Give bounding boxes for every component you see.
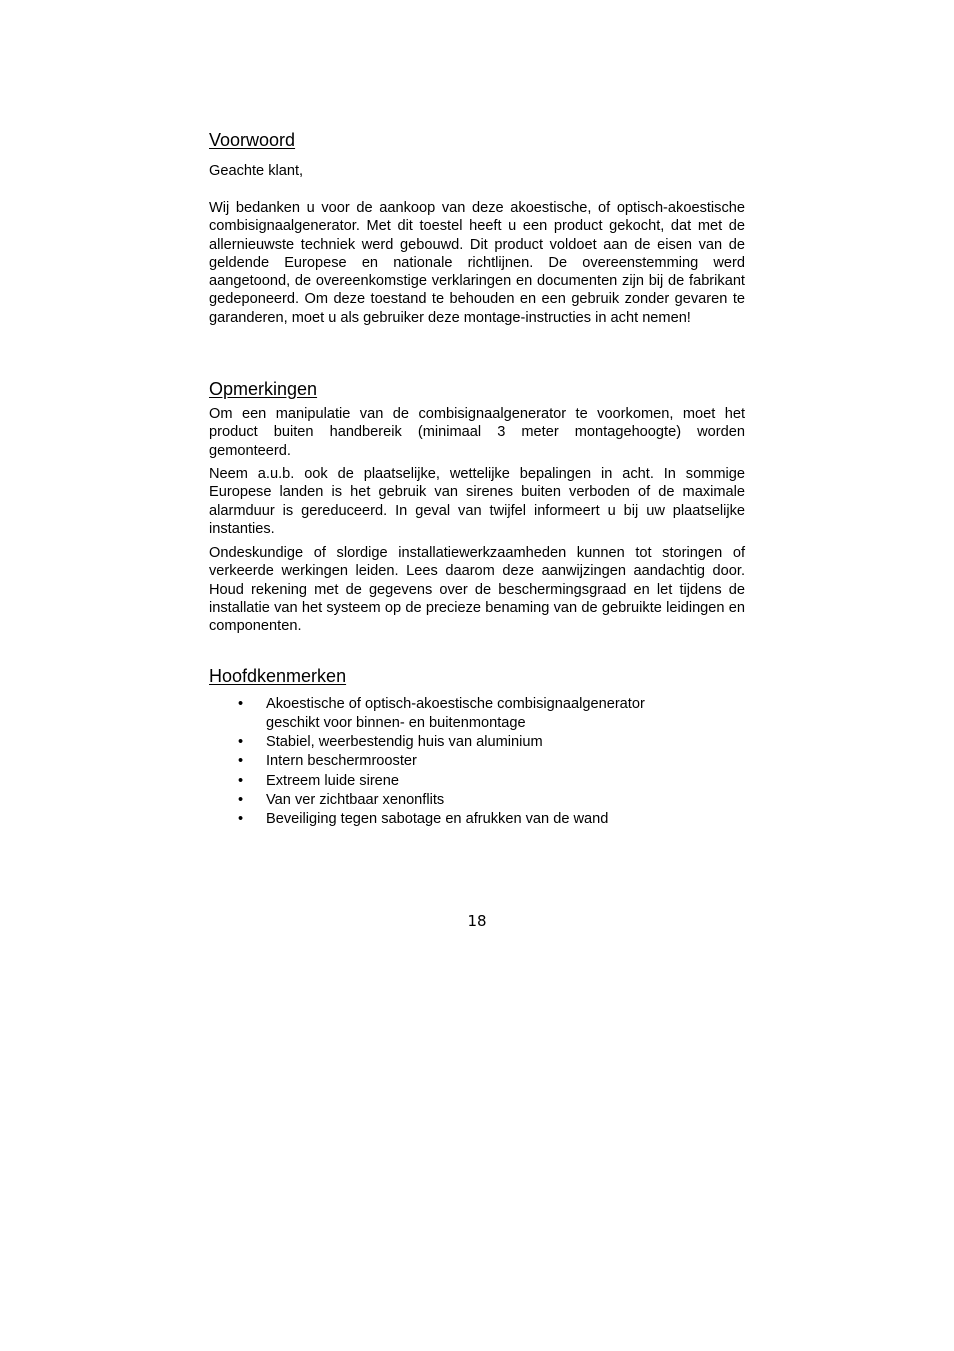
list-item-text: Intern beschermrooster (266, 753, 417, 770)
bullet-icon: • (238, 753, 244, 770)
list-item-text: Extreem luide sirene (266, 772, 400, 789)
bullet-icon: • (238, 772, 244, 789)
opmerkingen-paragraph-3: Ondeskundige of slordige installatiewerkzaamheden kunnen tot storingen of verkeerde werkingen leiden. Lees daarom deze aanwijzingen aandachtig door. Houd rekening met de gegevens over de beschermingsgraad en let tijdens de installatie van het systeem op de precieze benaming van de gebruikte leidingen en componenten. (209, 545, 745, 635)
bullet-icon: • (238, 734, 244, 750)
bullet-icon: • (238, 696, 244, 712)
list-item-text: Beveiliging tegen sabotage en afrukken van de wand (266, 811, 609, 828)
list-item (209, 695, 696, 732)
greeting: Geachte klant, (209, 163, 304, 179)
bullet-icon: • (238, 811, 244, 828)
list-item (209, 772, 696, 791)
voorwoord-body: Wij bedanken u voor de aankoop van deze akoestische, of optisch-akoestische combisignaalgenerator. Met dit toestel heeft u een product gekocht, dat met de allernieuwste techniek werd gebouwd. Dit product voldoet aan de eisen van de geldende Europese en nationale richtlijnen. De overeenstemming werd aangetoond, de overeenkomstige verklaringen en documenten zijn bij de fabrikant gedeponeerd. Om deze toestand te behouden en een gebruik zonder gevaren te garanderen, moet u als gebruiker deze montage-instructies in acht nemen! (209, 200, 745, 326)
list-item (209, 752, 696, 771)
page-number: 18 (467, 912, 487, 930)
list-item (209, 810, 696, 829)
heading-voorwoord: Voorwoord (209, 130, 296, 150)
list-item-text: Akoestische of optisch-akoestische combisignaalgenerator geschikt voor binnen- en buitenmontage (266, 696, 645, 731)
heading-hoofdkenmerken: Hoofdkenmerken (209, 666, 347, 686)
features-list (209, 695, 745, 829)
opmerkingen-paragraph-2: Neem a.u.b. ook de plaatselijke, wettelijke bepalingen in acht. In sommige Europese landen is het gebruik van sirenes buiten verboden of de maximale alarmduur is gereduceerd. In geval van twijfel informeert u bij uw plaatselijke instanties. (209, 466, 745, 537)
heading-opmerkingen: Opmerkingen (209, 379, 318, 399)
list-item-text: Stabiel, weerbestendig huis van aluminium (266, 734, 543, 750)
opmerkingen-paragraph-1: Om een manipulatie van de combisignaalgenerator te voorkomen, moet het product buiten handbereik (minimaal 3 meter montagehoogte) worden gemonteerd. (209, 406, 745, 459)
bullet-icon: • (238, 791, 244, 808)
list-item (209, 733, 696, 752)
list-item-text: Van ver zichtbaar xenonflits (266, 791, 445, 808)
list-item (209, 791, 696, 810)
